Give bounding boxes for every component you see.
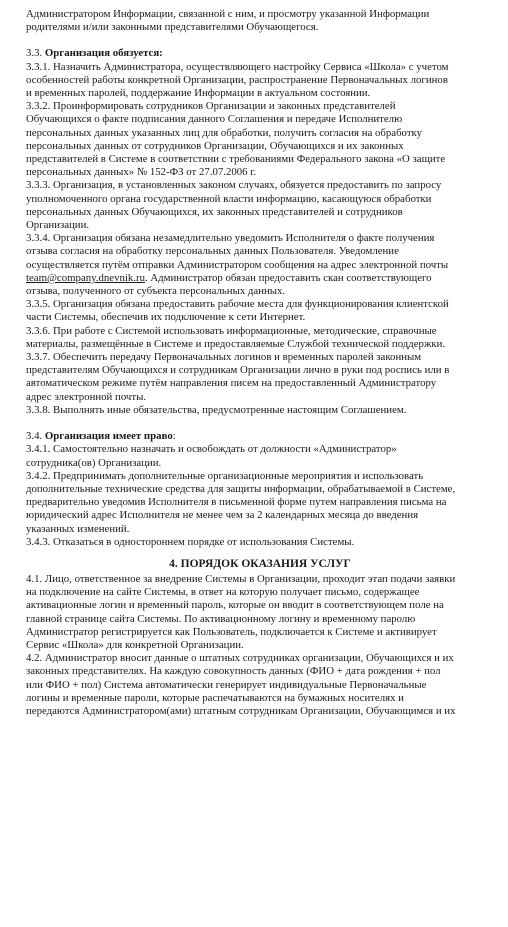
clause-3-3-7	[26, 351, 494, 404]
clause-3-3-1	[26, 61, 494, 101]
text-line: отзыва согласия на обработку персональных данных Пользователя. Уведомление	[26, 245, 399, 258]
text-line: 3.3.8. Выполнять иные обязательства, предусмотренные настоящим Соглашением.	[26, 403, 407, 416]
clause-4-2	[26, 652, 494, 718]
clause-3-3-6	[26, 325, 494, 351]
clause-3-3-2	[26, 100, 494, 179]
text-line: главной странице сайта Системы. По активационному логину и временному паролю	[26, 612, 416, 625]
text-line: на подключение на сайте Системы, в ответ на которую получает письмо, содержащее	[26, 586, 420, 599]
text-line: автоматическом режиме путём направления писем на предоставленный Администратору	[26, 377, 437, 390]
heading-colon: :	[172, 430, 176, 443]
text-line: Сервис «Школа» для конкретной Организации.	[26, 638, 244, 651]
text-line: 3.4.2. Предпринимать дополнительные организационные мероприятия и использовать	[26, 469, 424, 482]
text-line: персональных данных указанных лиц для обработки, получить согласия на обработку	[26, 126, 423, 139]
text-line: 4.2. Администратор вносит данные о штатных сотрудниках организации, Обучающихся и их	[26, 652, 454, 665]
text-line: представителей в Системе в соответствии с требованиями Федерального закона «О защите	[26, 153, 446, 166]
text-line: передаются Администратором(ами) штатным сотрудникам Организации, Обучающимся и их	[26, 704, 456, 717]
text-line: родителями и/или законными представителями Обучающегося.	[26, 21, 319, 34]
clause-3-3-4	[26, 232, 494, 298]
text-line: Администратор регистрируется как Пользователь, подключается к Системе и активирует	[26, 625, 437, 638]
text-line: юридический адрес Исполнителя не менее чем за 2 календарных месяца до введения	[26, 509, 419, 522]
clause-3-3-3	[26, 179, 494, 232]
text-line: персональных данных Обучающихся, их законных представителей и сотрудников	[26, 205, 403, 218]
clause-3-4-3	[26, 536, 494, 549]
section-number: 3.3.	[26, 47, 43, 60]
clause-3-4-2	[26, 470, 494, 536]
text-line: 3.3.4. Организация обязана незамедлительно уведомить Исполнителя о факте получения	[26, 232, 435, 245]
text-line: персональных данных» № 152-ФЗ от 27.07.2006 г.	[26, 166, 257, 179]
text-line: 3.4.1. Самостоятельно назначать и освобождать от должности «Администратор»	[26, 443, 397, 456]
text-line: или ФИО + пол) Система автоматически генерирует индивидуальные Первоначальные	[26, 678, 427, 691]
section-title: Организация имеет право	[44, 430, 173, 443]
section-number: 3.4.	[26, 430, 43, 443]
section-3-3-heading	[26, 47, 494, 60]
text-line: и временных паролей, поддержание Информации в актуальном состоянии.	[26, 87, 371, 100]
section-4-title: 4. ПОРЯДОК ОКАЗАНИЯ УСЛУГ	[169, 557, 351, 570]
clause-3-3-8	[26, 404, 494, 417]
text-line: 3.4.3. Отказаться в одностороннем порядке от использования Системы.	[26, 535, 355, 548]
section-3-4-heading	[26, 430, 494, 443]
text-line: 4.1. Лицо, ответственное за внедрение Системы в Организации, проходит этап подачи заявки	[26, 572, 456, 585]
text-line: активационные логин и временный пароль, которые он вводит в соответствующем поле на	[26, 599, 444, 612]
text-line: сотрудника(ов) Организации.	[26, 456, 162, 469]
text-line: 3.3.2. Проинформировать сотрудников Организации и законных представителей	[26, 100, 396, 113]
text-line	[26, 272, 494, 285]
text-line: особенностей работы конкретной Организации, распространение Первоначальных логинов	[26, 73, 448, 86]
text-line: законных представителях. На каждую совокупность данных (ФИО + дата рождения + пол	[26, 665, 441, 678]
intro-paragraph	[26, 8, 494, 34]
section-3-4	[26, 430, 494, 549]
text-line: осуществляется путём отправки Администратором сообщения на адрес электронной почты	[26, 258, 449, 271]
text-line: дополнительные технические средства для защиты информации, обрабатываемой в Системе,	[26, 482, 456, 495]
clause-3-3-5	[26, 298, 494, 324]
text-line: указанных изменений.	[26, 522, 130, 535]
text-line: материалы, размещённые в Системе и предоставляемые Службой технической поддержки.	[26, 337, 446, 350]
clause-3-4-1	[26, 443, 494, 469]
text-line: представителям Обучающихся и сотрудникам Организации лично в руки под роспись или в	[26, 364, 450, 377]
text-line: уполномоченного органа государственной власти информацию, касающуюся обработки	[26, 192, 432, 205]
clause-4-1	[26, 573, 494, 652]
text-fragment: . Администратор обязан предоставить скан соответствующего	[144, 271, 432, 284]
text-line: 3.3.5. Организация обязана предоставить рабочие места для функционирования клиентской	[26, 298, 449, 311]
text-line: адрес электронной почты.	[26, 390, 147, 403]
text-line: Организации.	[26, 219, 90, 232]
text-line: части Системы, обеспечив их подключение к сети Интернет.	[26, 311, 306, 324]
section-4	[26, 557, 494, 718]
text-line: 3.3.6. При работе с Системой использовать информационные, методические, справочные	[26, 324, 437, 337]
support-email-link[interactable]: team@company.dnevnik.ru	[26, 271, 145, 284]
section-3-3	[26, 47, 494, 417]
text-line: логины и временные пароли, которые распечатываются на бумажных носителях и	[26, 691, 404, 704]
section-title: Организация обязуется:	[44, 47, 163, 60]
text-line: 3.3.1. Назначить Администратора, осуществляющего настройку Сервиса «Школа» с учетом	[26, 60, 449, 73]
text-line: персональных данных от сотрудников Организации, Обучающихся и их законных	[26, 139, 404, 152]
text-line: 3.3.3. Организация, в установленных законом случаях, обязуется предоставить по запросу	[26, 179, 442, 192]
text-line: 3.3.7. Обеспечить передачу Первоначальных логинов и временных паролей законным	[26, 351, 422, 364]
text-line: Обучающихся о факте подписания данного Соглашения и передаче Исполнителю	[26, 113, 403, 126]
text-line: Администратором Информации, связанной с ним, и просмотру указанной Информации	[26, 8, 430, 20]
text-line: отзыва, полученного от субъекта персональных данных.	[26, 285, 286, 298]
text-line: предварительно уведомив Исполнителя в письменной форме путем направления письма на	[26, 496, 447, 509]
